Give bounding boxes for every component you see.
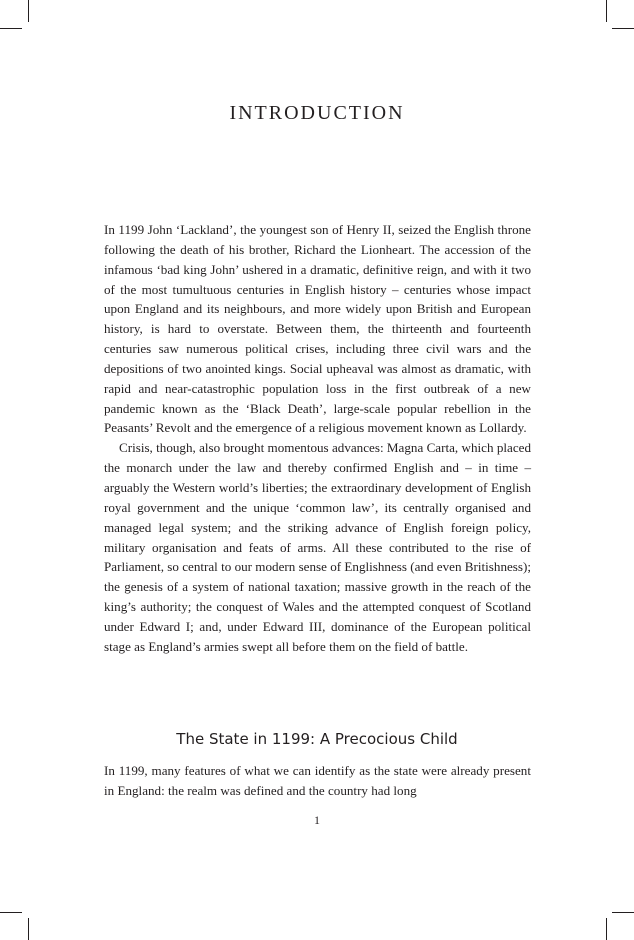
crop-mark-bottom-left-horizontal <box>0 912 22 913</box>
crop-mark-bottom-right-horizontal <box>612 912 634 913</box>
crop-mark-bottom-left-vertical <box>28 918 29 940</box>
intro-text-block <box>104 220 531 657</box>
crop-mark-bottom-right-vertical <box>606 918 607 940</box>
crop-mark-top-left-horizontal <box>0 28 22 29</box>
section-heading: The State in 1199: A Precocious Child <box>176 730 458 748</box>
page-number: 1 <box>314 813 320 827</box>
crop-mark-top-left-vertical <box>28 0 29 22</box>
crop-mark-top-right-horizontal <box>612 28 634 29</box>
paragraph-2: Crisis, though, also brought momentous advances: Magna Carta, which placed the monarch under the law and thereby confirmed English and – in time – arguably the Western world’s liberties; the extraordinary development of English royal government and the unique ‘common law’, its centrally organised and managed legal system; and the striking advance of English foreign policy, military organisation and feats of arms. All these contributed to the rise of Parliament, so central to our modern sense of Englishness (and even Britishness); the genesis of a system of national taxation; massive growth in the reach of the king’s authority; the conquest of Wales and the attempted conquest of Scotland under Edward I; and, under Edward III, dominance of the European political stage as England’s armies swept all before them on the field of battle. <box>104 440 531 654</box>
section-text-block <box>104 761 531 801</box>
paragraph-1: In 1199 John ‘Lackland’, the youngest son of Henry II, seized the English throne following the death of his brother, Richard the Lionheart. The accession of the infamous ‘bad king John’ ushered in a dramatic, definitive reign, and with it two of the most tumultuous centuries in English history – centuries whose impact upon England and its neighbours, and more widely upon British and European history, is hard to overstate. Between them, the thirteenth and fourteenth centuries saw numerous political crises, including three civil wars and the depositions of two anointed kings. Social upheaval was almost as dramatic, with rapid and near-catastrophic population loss in the first outbreak of a new pandemic known as the ‘Black Death’, large-scale popular rebellion in the Peasants’ Revolt and the emergence of a religious movement known as Lollardy. <box>104 222 531 436</box>
crop-mark-top-right-vertical <box>606 0 607 22</box>
chapter-title: INTRODUCTION <box>229 102 405 124</box>
section-paragraph: In 1199, many features of what we can identify as the state were already present in England: the realm was defined and the country had long <box>104 763 531 798</box>
